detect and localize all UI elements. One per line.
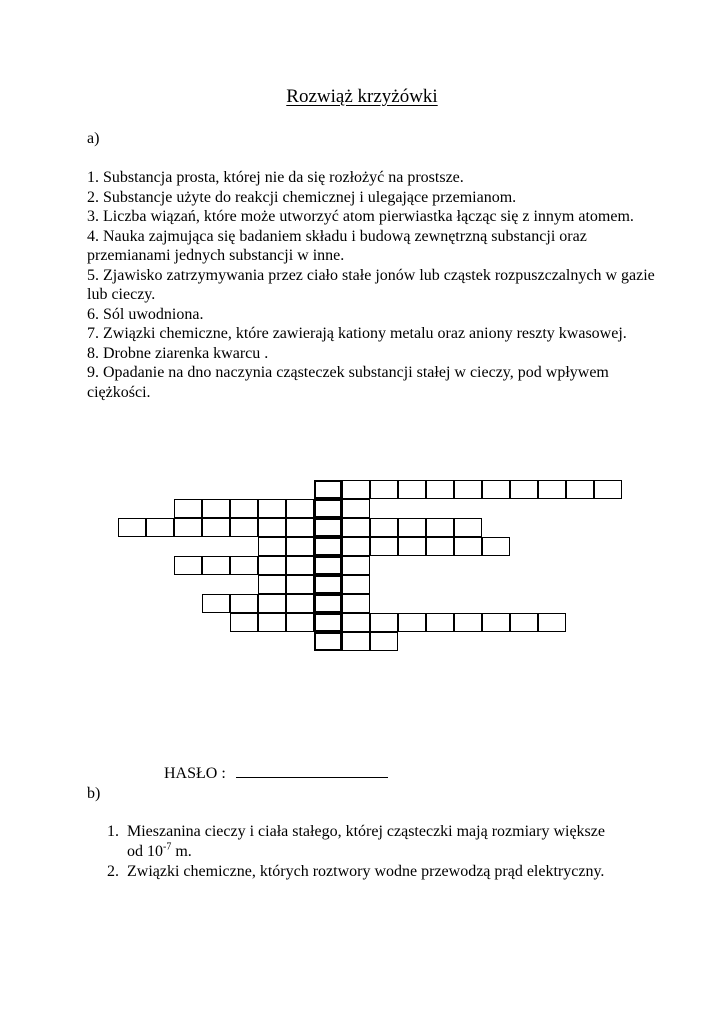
- haslo-answer: [164, 763, 388, 783]
- crossword-cell-r3-c0[interactable]: [118, 518, 146, 537]
- crossword-cell-r2-c5[interactable]: [258, 499, 286, 518]
- crossword-cell-r2-c6[interactable]: [286, 499, 314, 518]
- crossword-cell-r1-c17[interactable]: [594, 480, 622, 499]
- section-b-label: b): [87, 785, 101, 802]
- crossword-cell-r3-c3[interactable]: [202, 518, 230, 537]
- crossword-key-cell-r3-c7[interactable]: [314, 518, 342, 537]
- crossword-cell-r9-c8[interactable]: [342, 632, 370, 651]
- crossword-cell-r3-c2[interactable]: [174, 518, 202, 537]
- clue-b-1-unit: m.: [171, 842, 192, 860]
- crossword-cell-r4-c13[interactable]: [482, 537, 510, 556]
- crossword-cell-r5-c8[interactable]: [342, 556, 370, 575]
- clue-3: 3. Liczba wiązań, które może utworzyć atom pierwiastka łącząc się z innym atomem.: [87, 208, 634, 225]
- crossword-cell-r5-c6[interactable]: [286, 556, 314, 575]
- crossword-cell-r5-c4[interactable]: [230, 556, 258, 575]
- crossword-cell-r3-c6[interactable]: [286, 518, 314, 537]
- crossword-cell-r9-c9[interactable]: [370, 632, 398, 651]
- crossword-cell-r1-c9[interactable]: [370, 480, 398, 499]
- clue-b-2-number: 2.: [107, 863, 119, 880]
- crossword-cell-r7-c3[interactable]: [202, 594, 230, 613]
- crossword-cell-r1-c8[interactable]: [342, 480, 370, 499]
- crossword-cell-r4-c10[interactable]: [398, 537, 426, 556]
- clue-7: 7. Związki chemiczne, które zawierają kationy metalu oraz aniony reszty kwasowej.: [87, 325, 627, 342]
- crossword-cell-r4-c6[interactable]: [286, 537, 314, 556]
- crossword-cell-r8-c14[interactable]: [510, 613, 538, 632]
- clue-5: 5. Zjawisko zatrzymywania przez ciało stałe jonów lub cząstek rozpuszczalnych w gazie lub cieczy.: [87, 266, 655, 303]
- clue-b-1-exponent: -7: [163, 841, 172, 853]
- page-title: Rozwiąż krzyżówki: [286, 86, 438, 107]
- crossword-cell-r5-c2[interactable]: [174, 556, 202, 575]
- clue-b-1-number: 1.: [107, 823, 119, 840]
- crossword-cell-r4-c12[interactable]: [454, 537, 482, 556]
- crossword-key-cell-r4-c7[interactable]: [314, 537, 342, 556]
- clue-2: 2. Substancje użyte do reakcji chemicznej i ulegające przemianom.: [87, 188, 517, 206]
- clue-1: 1. Substancja prosta, której nie da się rozłożyć na prostsze.: [87, 169, 464, 186]
- crossword-cell-r6-c6[interactable]: [286, 575, 314, 594]
- crossword-cell-r3-c12[interactable]: [454, 518, 482, 537]
- section-a-label: a): [87, 130, 100, 147]
- clue-b-1-text: Mieszanina cieczy i ciała stałego, której cząsteczki mają rozmiary większe od 10: [127, 823, 605, 860]
- crossword-cell-r1-c12[interactable]: [454, 480, 482, 499]
- crossword-cell-r1-c16[interactable]: [566, 480, 594, 499]
- crossword-cell-r4-c11[interactable]: [426, 537, 454, 556]
- clue-b-1: [107, 822, 607, 861]
- crossword-cell-r3-c9[interactable]: [370, 518, 398, 537]
- crossword-key-cell-r8-c7[interactable]: [314, 613, 342, 632]
- crossword-cell-r3-c8[interactable]: [342, 518, 370, 537]
- crossword-cell-r6-c5[interactable]: [258, 575, 286, 594]
- crossword-cell-r2-c4[interactable]: [230, 499, 258, 518]
- crossword-cell-r1-c13[interactable]: [482, 480, 510, 499]
- crossword-cell-r1-c10[interactable]: [398, 480, 426, 499]
- crossword-cell-r7-c5[interactable]: [258, 594, 286, 613]
- crossword-cell-r1-c11[interactable]: [426, 480, 454, 499]
- clue-8: 8. Drobne ziarenka kwarcu .: [87, 344, 269, 362]
- crossword-cell-r2-c3[interactable]: [202, 499, 230, 518]
- crossword-cell-r4-c9[interactable]: [370, 537, 398, 556]
- clue-6: 6. Sól uwodniona.: [87, 305, 204, 323]
- crossword-cell-r6-c8[interactable]: [342, 575, 370, 594]
- clue-9: 9. Opadanie na dno naczynia cząsteczek substancji stałej w cieczy, pod wpływem ciężkości.: [87, 364, 609, 401]
- crossword-key-cell-r1-c7[interactable]: [314, 480, 342, 499]
- crossword-key-cell-r2-c7[interactable]: [314, 499, 342, 518]
- crossword-cell-r8-c13[interactable]: [482, 613, 510, 632]
- crossword-cell-r4-c8[interactable]: [342, 537, 370, 556]
- clue-b-2: [107, 862, 607, 882]
- crossword-key-cell-r5-c7[interactable]: [314, 556, 342, 575]
- crossword-cell-r8-c6[interactable]: [286, 613, 314, 632]
- crossword-cell-r8-c10[interactable]: [398, 613, 426, 632]
- crossword-cell-r2-c8[interactable]: [342, 499, 370, 518]
- crossword-cell-r1-c14[interactable]: [510, 480, 538, 499]
- crossword-cell-r5-c3[interactable]: [202, 556, 230, 575]
- haslo-answer-line[interactable]: [236, 763, 388, 778]
- crossword-key-cell-r6-c7[interactable]: [314, 575, 342, 594]
- crossword-cell-r3-c1[interactable]: [146, 518, 174, 537]
- crossword-cell-r8-c12[interactable]: [454, 613, 482, 632]
- crossword-cell-r7-c4[interactable]: [230, 594, 258, 613]
- crossword-cell-r4-c5[interactable]: [258, 537, 286, 556]
- crossword-cell-r8-c5[interactable]: [258, 613, 286, 632]
- haslo-label: HASŁO :: [164, 765, 226, 782]
- crossword-cell-r8-c8[interactable]: [342, 613, 370, 632]
- crossword-cell-r3-c11[interactable]: [426, 518, 454, 537]
- crossword-cell-r3-c5[interactable]: [258, 518, 286, 537]
- crossword-cell-r8-c4[interactable]: [230, 613, 258, 632]
- crossword-cell-r8-c9[interactable]: [370, 613, 398, 632]
- crossword-cell-r7-c6[interactable]: [286, 594, 314, 613]
- crossword-cell-r2-c2[interactable]: [174, 499, 202, 518]
- crossword-cell-r5-c5[interactable]: [258, 556, 286, 575]
- crossword-cell-r8-c11[interactable]: [426, 613, 454, 632]
- crossword-cell-r3-c10[interactable]: [398, 518, 426, 537]
- crossword-cell-r8-c15[interactable]: [538, 613, 566, 632]
- clue-list-b: [107, 822, 607, 883]
- clue-b-2-text: Związki chemiczne, których roztwory wodne przewodzą prąd elektryczny.: [127, 863, 605, 880]
- crossword-cell-r7-c8[interactable]: [342, 594, 370, 613]
- crossword-cell-r3-c4[interactable]: [230, 518, 258, 537]
- crossword-cell-r1-c15[interactable]: [538, 480, 566, 499]
- crossword-key-cell-r7-c7[interactable]: [314, 594, 342, 613]
- crossword-key-cell-r9-c7[interactable]: [314, 632, 342, 651]
- clue-4: 4. Nauka zajmująca się badaniem składu i budową zewnętrzną substancji oraz przemianami jednych substancji w inne.: [87, 227, 587, 264]
